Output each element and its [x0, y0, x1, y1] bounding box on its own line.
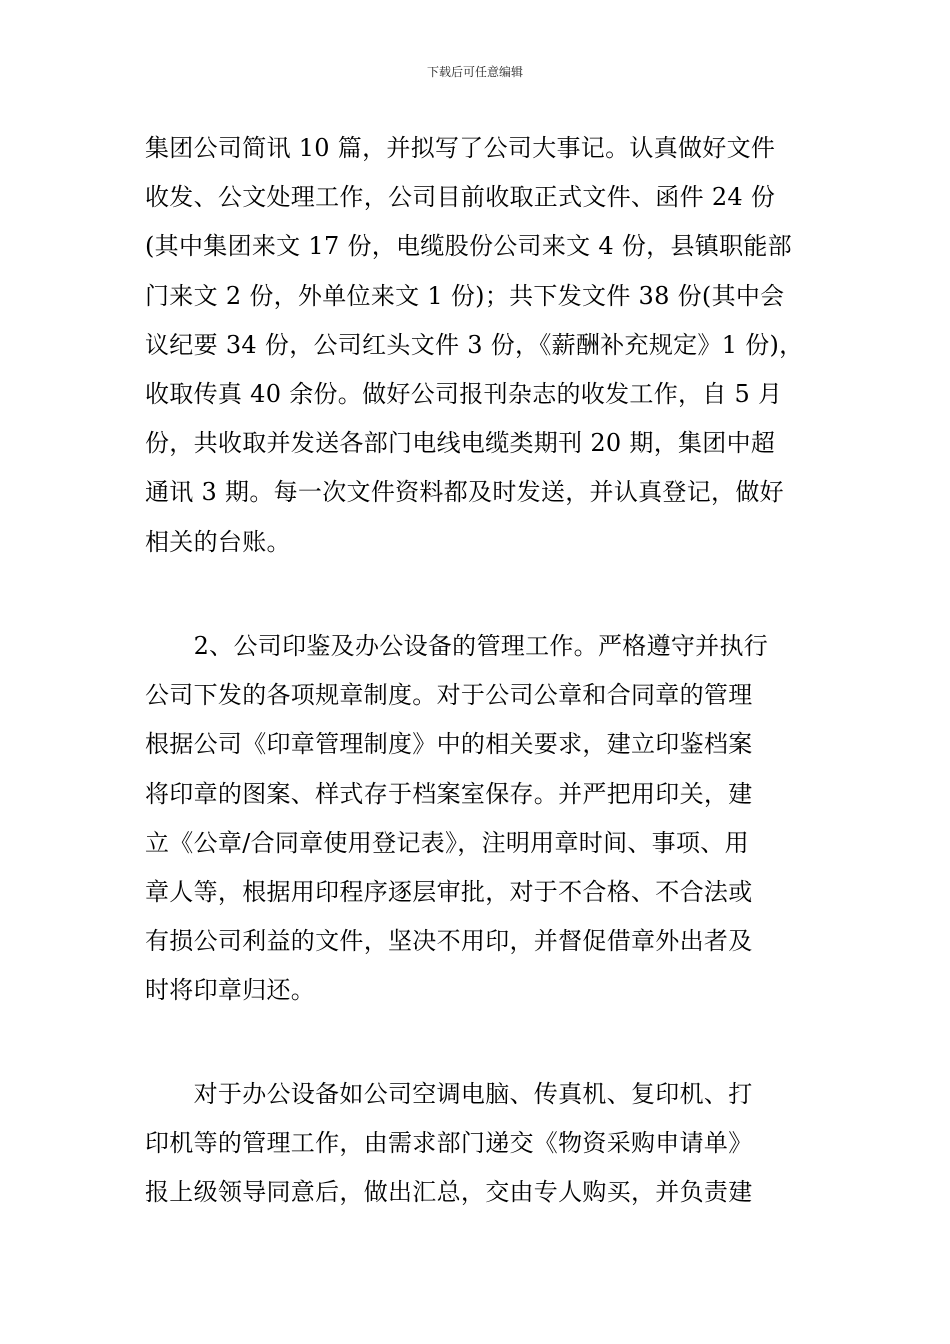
- text-line: 立《公章/合同章使用登记表》，注明用章时间、事项、用: [145, 828, 749, 857]
- text-line: 相关的台账。: [145, 527, 291, 556]
- text-line: 对于办公设备如公司空调电脑、传真机、复印机、打: [145, 1080, 753, 1108]
- text-line: 报上级领导同意后，做出汇总，交由专人购买，并负责建: [145, 1178, 753, 1207]
- text-line: 根据公司《印章管理制度》中的相关要求，建立印鉴档案: [145, 730, 753, 759]
- paragraph-3: [145, 1070, 810, 1218]
- text-line: 印机等的管理工作，由需求部门递交《物资采购申请单》: [145, 1129, 753, 1158]
- text-line: (其中集团来文 17 份，电缆股份公司来文 4 份，县镇职能部: [145, 232, 792, 261]
- text-line: 门来文 2 份，外单位来文 1 份)；共下发文件 38 份(其中会: [145, 281, 785, 310]
- paragraph-1: [145, 124, 810, 567]
- text-line: 通讯 3 期。每一次文件资料都及时发送，并认真登记，做好: [145, 478, 784, 507]
- paragraph-2: [145, 622, 810, 1016]
- text-line: 收取传真 40 余份。做好公司报刊杂志的收发工作，自 5 月: [145, 379, 783, 408]
- text-line: 集团公司简讯 10 篇，并拟写了公司大事记。认真做好文件: [145, 134, 776, 162]
- text-line: 公司下发的各项规章制度。对于公司公章和合同章的管理: [145, 681, 753, 710]
- page-header-note: 下载后可任意编辑: [426, 65, 523, 79]
- text-line: 时将印章归还。: [145, 976, 316, 1005]
- text-line: 收发、公文处理工作，公司目前收取正式文件、函件 24 份: [145, 183, 776, 212]
- text-line: 份，共收取并发送各部门电线电缆类期刊 20 期，集团中超: [145, 429, 776, 458]
- text-line: 议纪要 34 份，公司红头文件 3 份，《薪酬补充规定》1 份)，: [145, 330, 804, 359]
- text-line: 2、公司印鉴及办公设备的管理工作。严格遵守并执行: [145, 632, 769, 660]
- text-line: 章人等，根据用印程序逐层审批，对于不合格、不合法或: [145, 877, 753, 906]
- text-line: 有损公司利益的文件，坚决不用印，并督促借章外出者及: [145, 927, 753, 956]
- text-line: 将印章的图案、样式存于档案室保存。并严把用印关，建: [145, 779, 753, 808]
